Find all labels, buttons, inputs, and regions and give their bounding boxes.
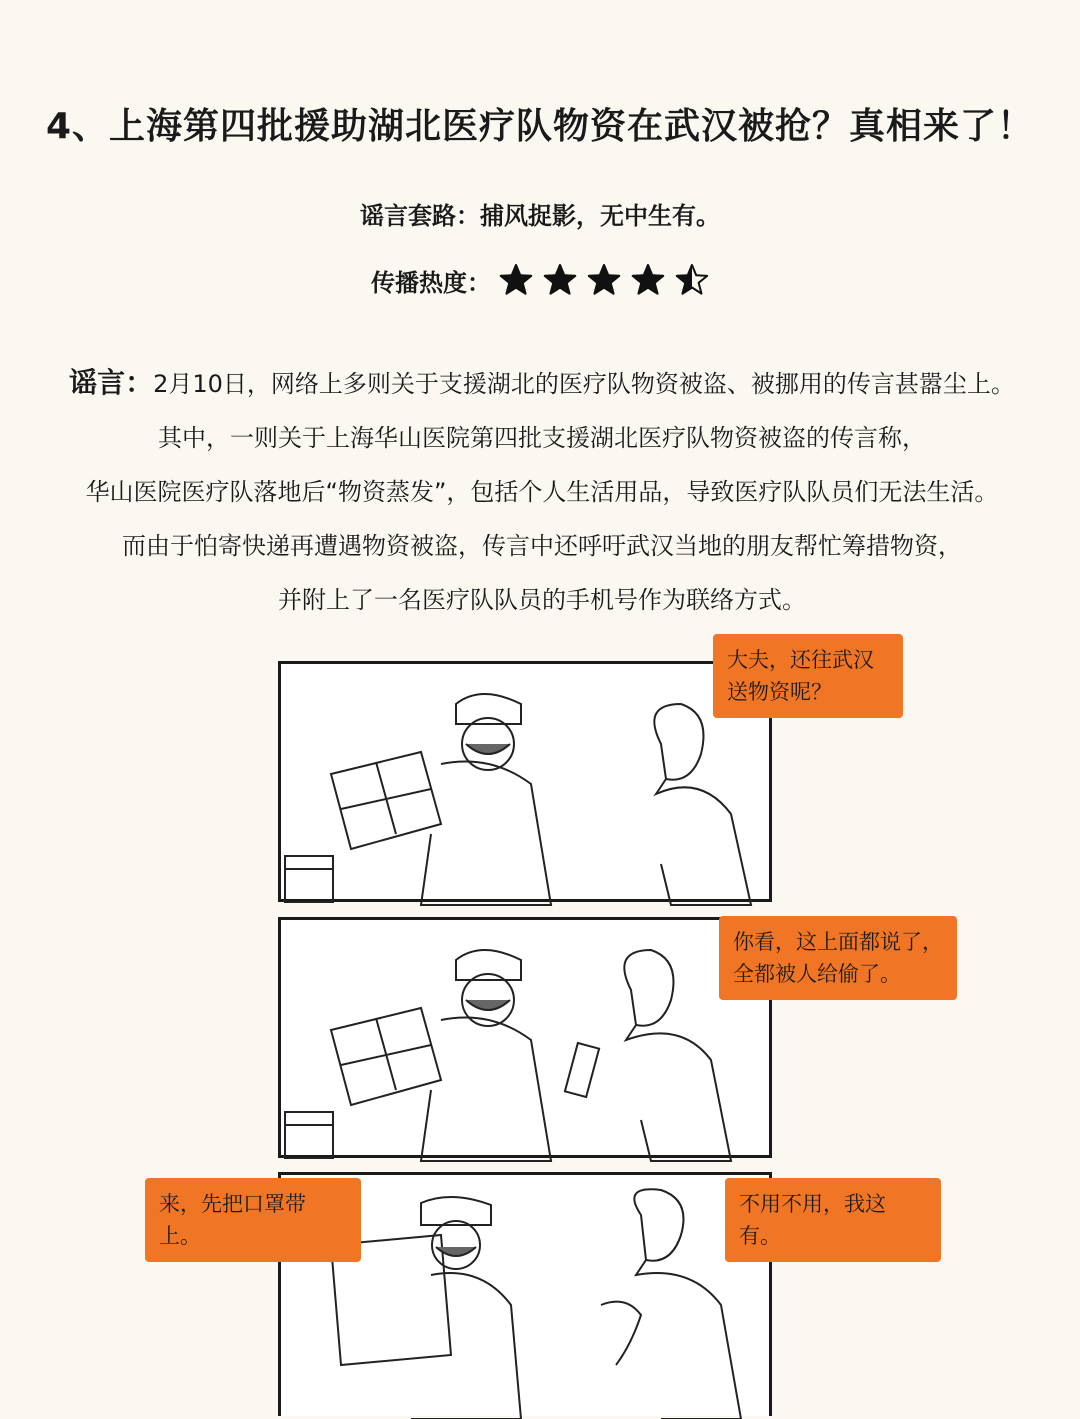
rumor-line-2: 其中，一则关于上海华山医院第四批支援湖北医疗队物资被盗的传言称， xyxy=(158,424,926,452)
rumor-label: 谣言： xyxy=(69,366,154,399)
star-icon xyxy=(631,263,665,297)
rumor-line-5: 并附上了一名医疗队队员的手机号作为联络方式。 xyxy=(278,586,806,614)
speech-bubble-2: 你看，这上面都说了， 全都被人给偷了。 xyxy=(719,916,957,1000)
star-icon xyxy=(543,263,577,297)
speech-bubble-3: 来，先把口罩带上。 xyxy=(145,1178,361,1262)
speech-bubble-4: 不用不用，我这有。 xyxy=(725,1178,941,1262)
star-icon xyxy=(675,263,709,297)
rumor-line-4: 而由于怕寄快递再遭遇物资被盗，传言中还呼吁武汉当地的朋友帮忙筹措物资， xyxy=(122,532,962,560)
rumor-line-3: 华山医院医疗队落地后“物资蒸发”，包括个人生活用品，导致医疗队队员们无法生活。 xyxy=(85,478,999,506)
rumor-tactic-label: 谣言套路： xyxy=(360,202,480,230)
rumor-line-1: 谣言：2月10日，网络上多则关于支援湖北的医疗队物资被盗、被挪用的传言甚嚣尘上。 xyxy=(69,366,1015,399)
comic-panel-1 xyxy=(278,648,874,902)
rumor-tactic-value: 捕风捉影，无中生有。 xyxy=(480,202,720,230)
heat-rating-stars xyxy=(499,263,709,297)
speech-bubble-1: 大夫，还往武汉 送物资呢？ xyxy=(713,634,903,718)
rumor-paragraph xyxy=(14,356,1070,627)
comic-illustration-2 xyxy=(281,920,775,1161)
spread-heat-label: 传播热度： xyxy=(371,268,491,297)
comic-illustration-1 xyxy=(281,664,775,905)
star-icon xyxy=(499,263,533,297)
star-icon xyxy=(587,263,621,297)
spread-heat xyxy=(0,258,1080,302)
article-title: 4、上海第四批援助湖北医疗队物资在武汉被抢？真相来了！ xyxy=(45,106,1035,147)
rumor-tactic xyxy=(0,196,1080,231)
comic-panel-2 xyxy=(278,917,943,1158)
